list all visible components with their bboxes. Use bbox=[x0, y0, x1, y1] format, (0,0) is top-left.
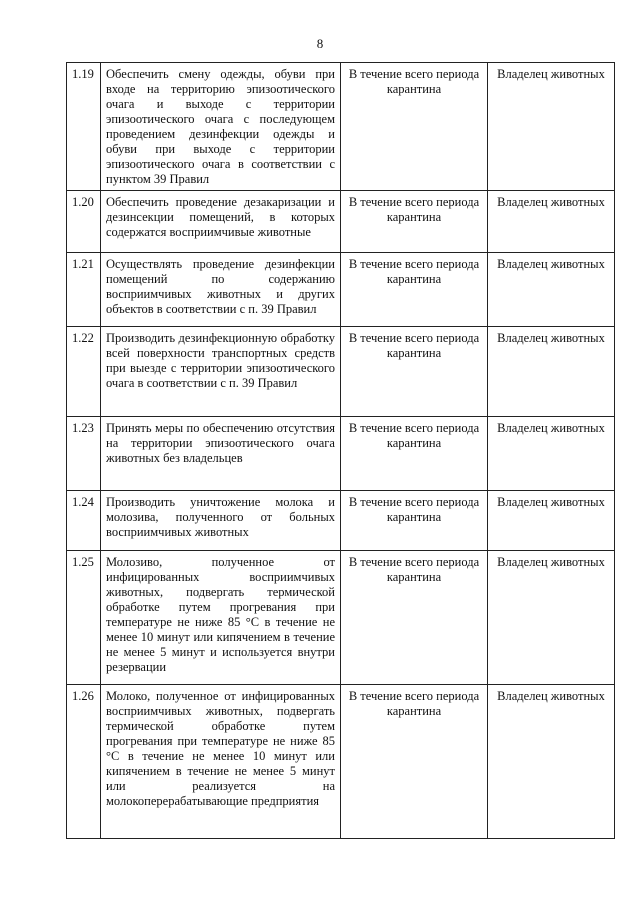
term-text: В течение всего периода карантина bbox=[341, 327, 488, 417]
measure-text: Осуществлять проведение дезинфекции помещений по содержанию восприимчивых животных и других объектов в соответствии с п. 39 Правил bbox=[101, 253, 341, 327]
measure-text: Молозиво, полученное от инфицированных восприимчивых животных, подвергать термической обработке путем прогревания при температуре не ниже 85 °С в течение не менее 10 минут или кипячением в течение не менее 5 минут и используется внутри резервации bbox=[101, 551, 341, 685]
measure-text: Принять меры по обеспечению отсутствия на территории эпизоотического очага животных без владельцев bbox=[101, 417, 341, 491]
responsible-text: Владелец животных bbox=[488, 63, 615, 191]
table-row bbox=[67, 327, 615, 417]
item-number: 1.20 bbox=[67, 191, 101, 253]
responsible-text: Владелец животных bbox=[488, 491, 615, 551]
table-row bbox=[67, 685, 615, 839]
responsible-text: Владелец животных bbox=[488, 551, 615, 685]
term-text: В течение всего периода карантина bbox=[341, 551, 488, 685]
item-number: 1.23 bbox=[67, 417, 101, 491]
measure-text: Обеспечить проведение дезакаризации и дезинсекции помещений, в которых содержатся восприимчивые животные bbox=[101, 191, 341, 253]
responsible-text: Владелец животных bbox=[488, 685, 615, 839]
responsible-text: Владелец животных bbox=[488, 327, 615, 417]
measures-table bbox=[66, 62, 615, 839]
table-row bbox=[67, 191, 615, 253]
measure-text: Молоко, полученное от инфицированных восприимчивых животных, подвергать термической обработке путем прогревания при температуре не ниже 85 °С в течение не менее 10 минут или кипячением в течение не менее 5 минут или реализуется на молокоперерабатывающие предприятия bbox=[101, 685, 341, 839]
responsible-text: Владелец животных bbox=[488, 191, 615, 253]
responsible-text: Владелец животных bbox=[488, 253, 615, 327]
item-number: 1.19 bbox=[67, 63, 101, 191]
term-text: В течение всего периода карантина bbox=[341, 253, 488, 327]
term-text: В течение всего периода карантина bbox=[341, 417, 488, 491]
table-row bbox=[67, 63, 615, 191]
table-row bbox=[67, 491, 615, 551]
responsible-text: Владелец животных bbox=[488, 417, 615, 491]
table-row bbox=[67, 253, 615, 327]
term-text: В течение всего периода карантина bbox=[341, 191, 488, 253]
item-number: 1.22 bbox=[67, 327, 101, 417]
item-number: 1.26 bbox=[67, 685, 101, 839]
measure-text: Производить уничтожение молока и молозива, полученного от больных восприимчивых животных bbox=[101, 491, 341, 551]
term-text: В течение всего периода карантина bbox=[341, 685, 488, 839]
term-text: В течение всего периода карантина bbox=[341, 491, 488, 551]
measure-text: Производить дезинфекционную обработку всей поверхности транспортных средств при выезде с территории эпизоотического очага в соответствии с п. 39 Правил bbox=[101, 327, 341, 417]
table-row bbox=[67, 551, 615, 685]
item-number: 1.24 bbox=[67, 491, 101, 551]
item-number: 1.25 bbox=[67, 551, 101, 685]
measure-text: Обеспечить смену одежды, обуви при входе на территорию эпизоотического очага и выходе с территории эпизоотического очага с последующем проведением дезинфекции одежды и обуви при выходе с территории эпизоотического очага в соответствии с пунктом 39 Правил bbox=[101, 63, 341, 191]
term-text: В течение всего периода карантина bbox=[341, 63, 488, 191]
item-number: 1.21 bbox=[67, 253, 101, 327]
table-row bbox=[67, 417, 615, 491]
page-number: 8 bbox=[316, 36, 324, 51]
